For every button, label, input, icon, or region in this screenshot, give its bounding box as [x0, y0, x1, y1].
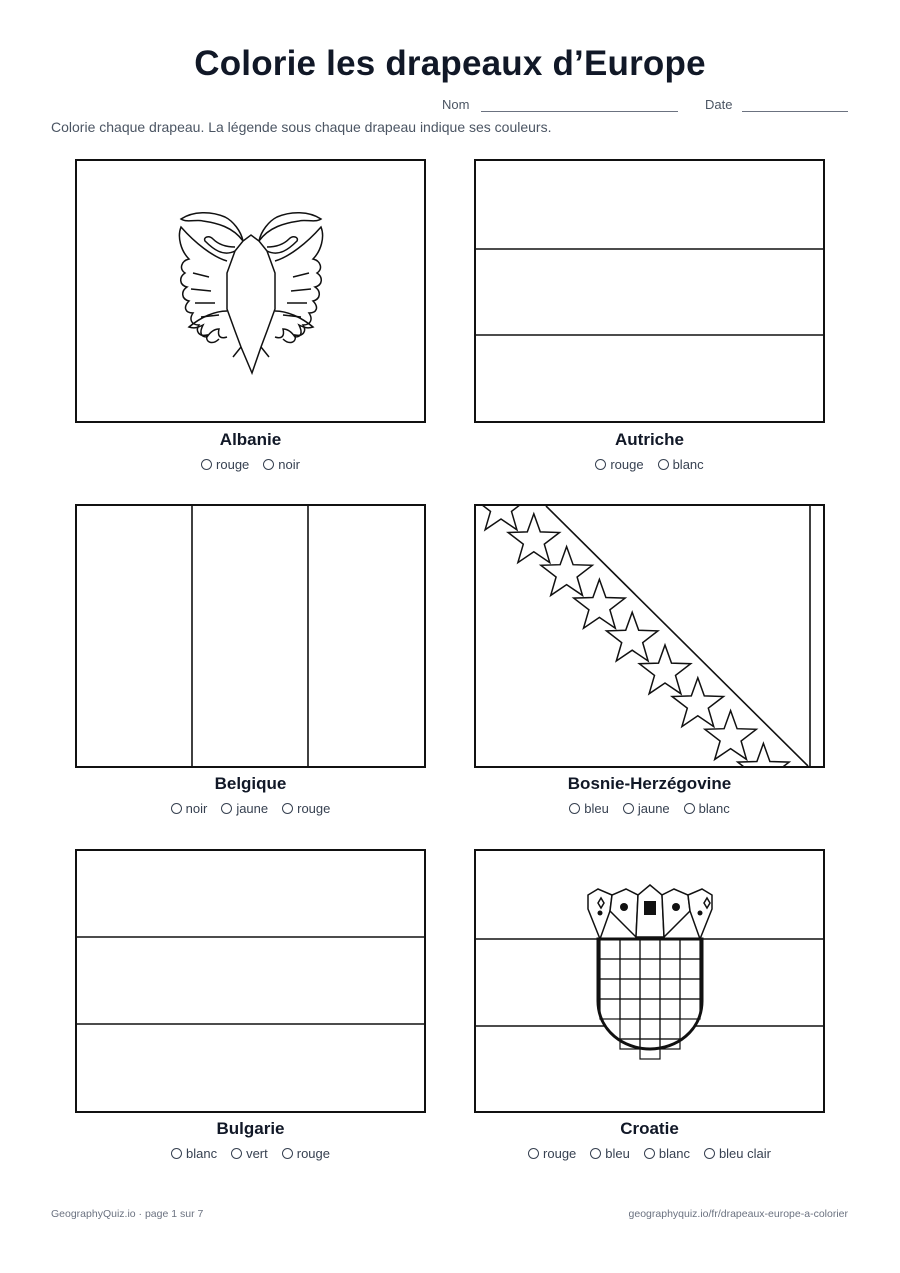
coat-of-arms-icon — [476, 851, 823, 1111]
flag-name-bulgaria: Bulgarie — [216, 1119, 285, 1138]
radio-circle-icon — [590, 1148, 601, 1159]
star-icon — [574, 579, 625, 628]
color-option[interactable] — [644, 1146, 690, 1161]
radio-circle-icon — [644, 1148, 655, 1159]
horizontal-stripes-icon — [77, 851, 424, 1111]
flag-name-bosnia-herzegovina: Bosnie-Herzégovine — [567, 774, 732, 793]
color-option[interactable] — [201, 457, 249, 472]
date-field[interactable] — [742, 111, 848, 112]
color-option[interactable] — [282, 801, 330, 816]
color-label: rouge — [216, 457, 250, 472]
flag-croatia[interactable] — [474, 849, 825, 1113]
radio-circle-icon — [201, 459, 212, 470]
page-title: Colorie les drapeaux d’Europe — [194, 44, 706, 83]
flag-bulgaria[interactable] — [75, 849, 426, 1113]
radio-circle-icon — [171, 1148, 182, 1159]
flag-name-croatia: Croatie — [620, 1119, 679, 1138]
vertical-stripes-icon — [77, 506, 424, 766]
star-icon — [607, 612, 658, 661]
radio-circle-icon — [704, 1148, 715, 1159]
flag-belgium[interactable] — [75, 504, 426, 768]
star-icon — [672, 678, 723, 727]
color-option[interactable] — [684, 801, 730, 816]
flag-name-austria: Autriche — [615, 430, 684, 449]
color-label: bleu — [605, 1146, 630, 1161]
flag-austria[interactable] — [474, 159, 825, 423]
radio-circle-icon — [684, 803, 695, 814]
radio-circle-icon — [528, 1148, 539, 1159]
color-legend-austria — [474, 457, 825, 472]
name-label: Nom — [442, 97, 470, 112]
instructions: Colorie chaque drapeau. La légende sous chaque drapeau indique ses couleurs. — [51, 119, 552, 135]
footer-url[interactable]: geographyquiz.io/fr/drapeaux-europe-a-colorier — [628, 1208, 848, 1220]
color-option[interactable] — [590, 1146, 630, 1161]
color-option[interactable] — [171, 1146, 217, 1161]
color-option[interactable] — [171, 801, 208, 816]
radio-circle-icon — [171, 803, 182, 814]
horizontal-stripes-icon — [476, 161, 823, 421]
color-option[interactable] — [623, 801, 670, 816]
color-label: vert — [246, 1146, 268, 1161]
name-field[interactable] — [481, 111, 678, 112]
star-icon — [476, 506, 527, 530]
color-legend-albania — [75, 457, 426, 472]
color-label: rouge — [296, 1146, 330, 1161]
color-option[interactable] — [221, 801, 268, 816]
color-label: rouge — [610, 457, 644, 472]
color-label: blanc — [672, 457, 704, 472]
star-icon — [508, 514, 559, 563]
radio-circle-icon — [569, 803, 580, 814]
color-label: rouge — [297, 801, 331, 816]
color-option[interactable] — [528, 1146, 576, 1161]
footer-page-info: GeographyQuiz.io · page 1 sur 7 — [51, 1208, 204, 1220]
flag-name-albania: Albanie — [219, 430, 282, 449]
color-label: blanc — [186, 1146, 218, 1161]
flag-bosnia-herzegovina[interactable] — [474, 504, 825, 768]
color-option[interactable] — [263, 457, 300, 472]
color-legend-croatia — [474, 1146, 825, 1161]
color-option[interactable] — [569, 801, 609, 816]
color-option[interactable] — [658, 457, 704, 472]
color-label: jaune — [236, 801, 269, 816]
color-label: noir — [278, 457, 300, 472]
radio-circle-icon — [263, 459, 274, 470]
color-option[interactable] — [231, 1146, 268, 1161]
radio-circle-icon — [221, 803, 232, 814]
star-icon — [639, 645, 690, 694]
radio-circle-icon — [231, 1148, 242, 1159]
color-legend-bulgaria — [75, 1146, 426, 1161]
color-label: blanc — [658, 1146, 690, 1161]
triangle-and-stars-icon — [476, 506, 823, 766]
radio-circle-icon — [282, 1148, 293, 1159]
color-label: jaune — [637, 801, 670, 816]
flag-albania[interactable] — [75, 159, 426, 423]
flag-name-belgium: Belgique — [214, 774, 287, 793]
color-label: rouge — [543, 1146, 577, 1161]
color-label: noir — [185, 801, 208, 816]
color-label: bleu clair — [718, 1146, 771, 1161]
color-option[interactable] — [595, 457, 643, 472]
color-label: bleu — [584, 801, 609, 816]
date-label: Date — [705, 97, 733, 112]
star-icon — [705, 711, 756, 760]
color-label: blanc — [698, 801, 730, 816]
star-icon — [541, 547, 592, 596]
radio-circle-icon — [623, 803, 634, 814]
eagle-emblem-icon — [77, 161, 424, 421]
color-option[interactable] — [282, 1146, 330, 1161]
color-legend-bosnia-herzegovina — [474, 801, 825, 816]
radio-circle-icon — [658, 459, 669, 470]
radio-circle-icon — [595, 459, 606, 470]
color-legend-belgium — [75, 801, 426, 816]
radio-circle-icon — [282, 803, 293, 814]
color-option[interactable] — [704, 1146, 771, 1161]
